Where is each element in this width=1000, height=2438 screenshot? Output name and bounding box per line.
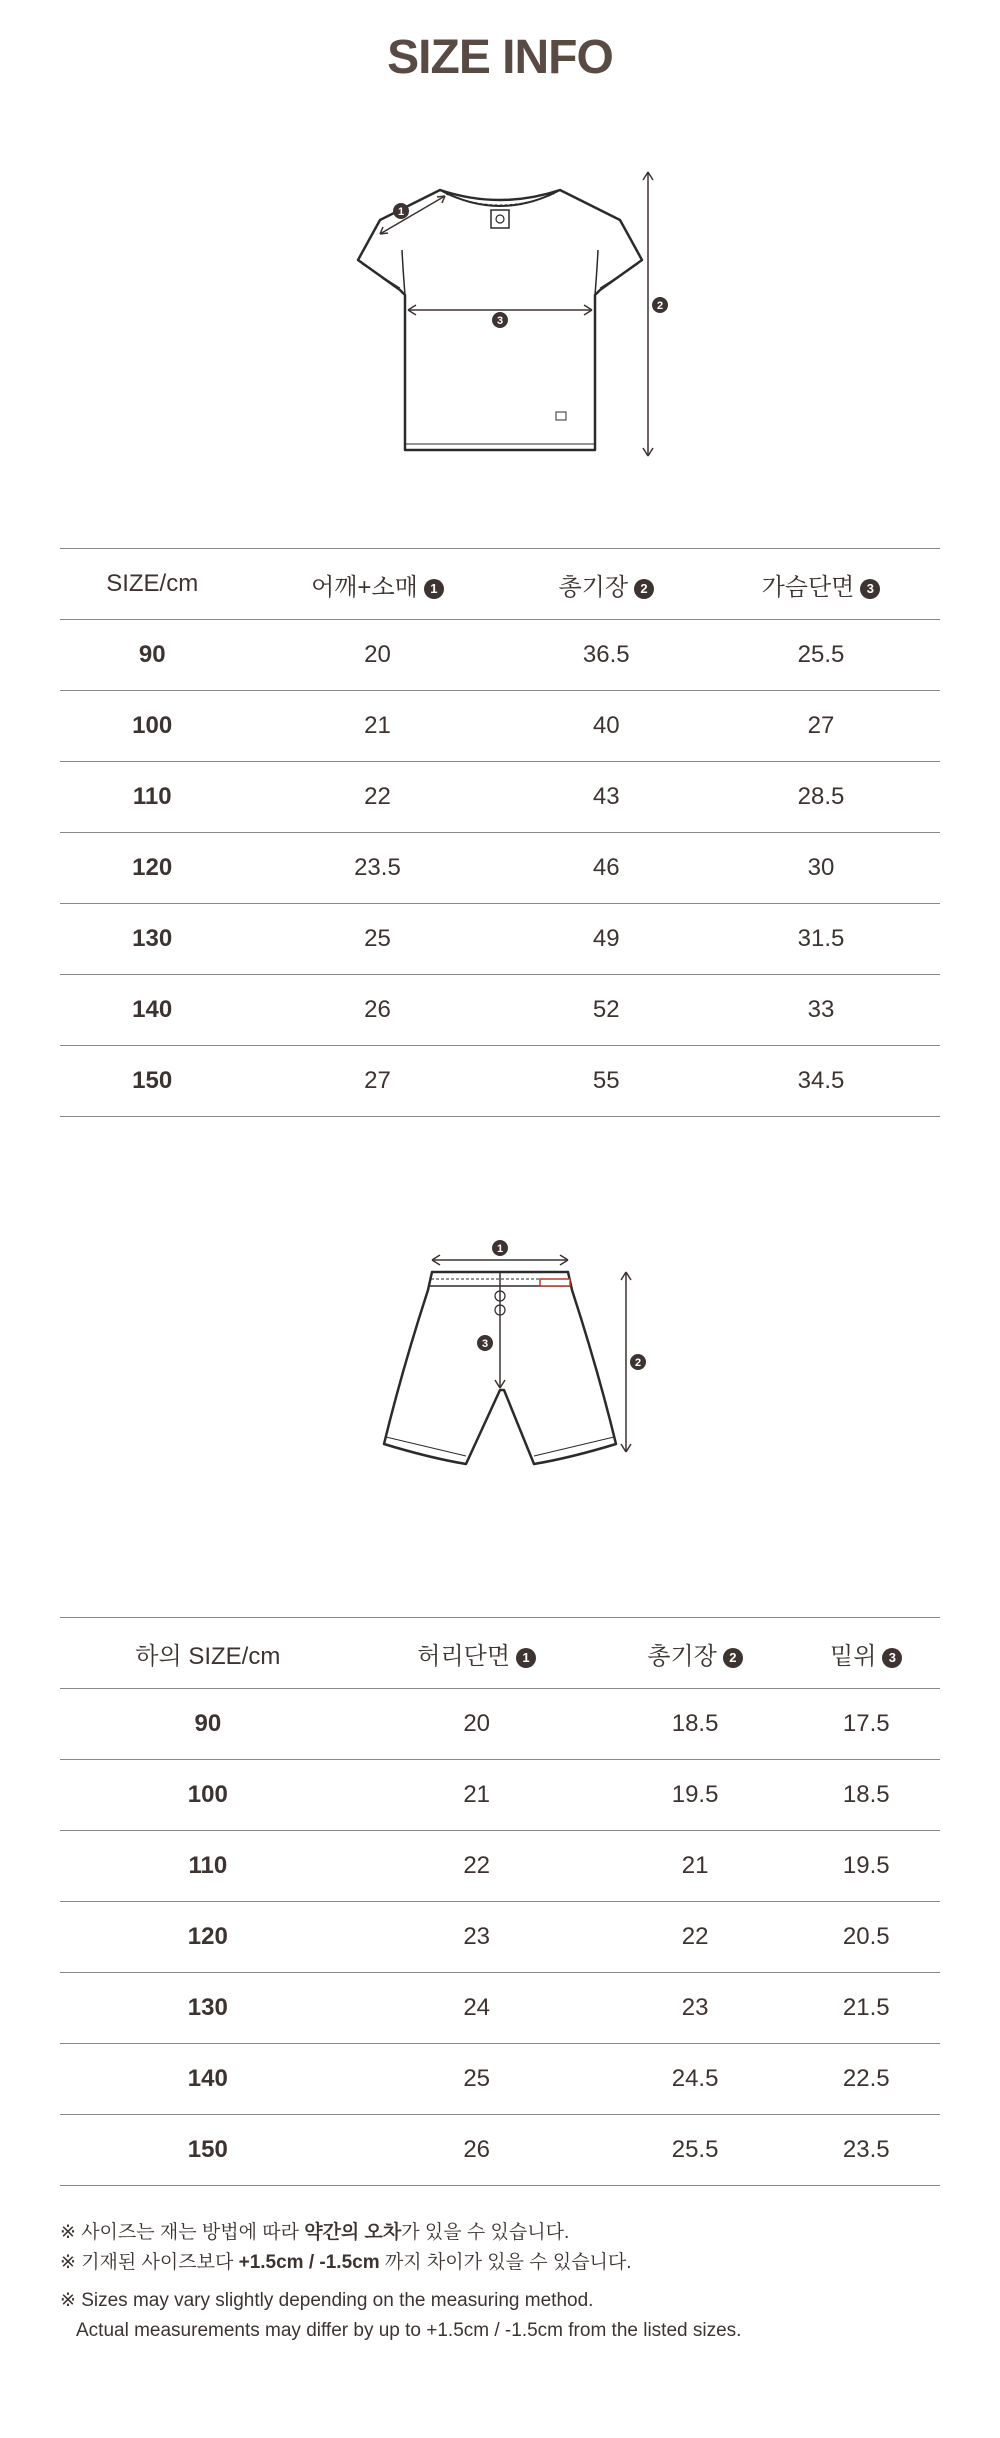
table-cell: 18.5	[598, 1689, 793, 1760]
table-row	[60, 833, 940, 904]
table-cell: 27	[702, 691, 940, 762]
table-cell: 24.5	[598, 2044, 793, 2115]
top-size-table	[60, 548, 940, 1117]
note-text-segment: ※ 사이즈는 재는 방법에 따라	[60, 2222, 305, 2243]
table-cell: 90	[60, 1689, 356, 1760]
note-text-segment: +1.5cm / -1.5cm	[238, 2252, 380, 2273]
table-cell: 120	[60, 1902, 356, 1973]
table-row	[60, 1046, 940, 1117]
table-cell: 49	[510, 904, 702, 975]
table-header-row	[60, 1618, 940, 1689]
table-cell: 20	[356, 1689, 598, 1760]
table-row	[60, 975, 940, 1046]
table-row	[60, 904, 940, 975]
table-cell: 110	[60, 762, 244, 833]
shorts-marker-1-label: 1	[496, 1243, 504, 1255]
table-row	[60, 1689, 940, 1760]
table-cell: 23.5	[792, 2115, 940, 2186]
header-total-length	[510, 549, 702, 620]
table-cell: 28.5	[702, 762, 940, 833]
table-cell: 30	[702, 833, 940, 904]
table-row	[60, 620, 940, 691]
header-label: 총기장	[647, 1642, 717, 1670]
table-cell: 21	[244, 691, 510, 762]
table-cell: 34.5	[702, 1046, 940, 1117]
table-cell: 130	[60, 904, 244, 975]
table-row	[60, 1902, 940, 1973]
table-header-row	[60, 549, 940, 620]
table-cell: 100	[60, 691, 244, 762]
table-cell: 90	[60, 620, 244, 691]
table-cell: 22.5	[792, 2044, 940, 2115]
table-row	[60, 2115, 940, 2186]
header-number-badge: 2	[634, 579, 654, 599]
table-cell: 43	[510, 762, 702, 833]
table-cell: 26	[356, 2115, 598, 2186]
table-cell: 100	[60, 1760, 356, 1831]
header-label: 허리단면	[417, 1642, 511, 1670]
table-row	[60, 2044, 940, 2115]
table-cell: 33	[702, 975, 940, 1046]
table-cell: 23.5	[244, 833, 510, 904]
table-cell: 52	[510, 975, 702, 1046]
table-cell: 22	[244, 762, 510, 833]
table-cell: 25.5	[598, 2115, 793, 2186]
table-cell: 25	[244, 904, 510, 975]
table-cell: 31.5	[702, 904, 940, 975]
header-total-length	[598, 1618, 793, 1689]
table-cell: 18.5	[792, 1760, 940, 1831]
table-row	[60, 691, 940, 762]
header-number-badge: 3	[882, 1648, 902, 1668]
table-cell: 21	[598, 1831, 793, 1902]
table-cell: 21	[356, 1760, 598, 1831]
table-cell: 24	[356, 1973, 598, 2044]
header-number-badge: 2	[723, 1648, 743, 1668]
table-cell: 26	[244, 975, 510, 1046]
table-cell: 23	[356, 1902, 598, 1973]
marker-3-label: 3	[496, 315, 504, 327]
header-label: 밑위	[830, 1642, 877, 1670]
table-row	[60, 1760, 940, 1831]
header-label: 총기장	[558, 573, 629, 601]
header-label: 어깨+소매	[311, 573, 418, 601]
table-row	[60, 1831, 940, 1902]
table-cell: 20.5	[792, 1902, 940, 1973]
table-cell: 22	[598, 1902, 793, 1973]
table-cell: 17.5	[792, 1689, 940, 1760]
table-cell: 130	[60, 1973, 356, 2044]
header-chest-width	[702, 549, 940, 620]
note-en-1: ※ Sizes may vary slightly depending on the measuring method.	[60, 2290, 594, 2311]
table-cell: 140	[60, 2044, 356, 2115]
note-kr-2	[60, 2248, 940, 2278]
table-cell: 25	[356, 2044, 598, 2115]
table-cell: 40	[510, 691, 702, 762]
table-cell: 55	[510, 1046, 702, 1117]
table-cell: 19.5	[792, 1831, 940, 1902]
note-text-segment: ※ 기재된 사이즈보다	[60, 2252, 239, 2273]
header-rise	[792, 1618, 940, 1689]
note-text-segment: 약간의 오차	[304, 2222, 402, 2243]
header-label: SIZE/cm	[106, 570, 199, 597]
tshirt-diagram	[0, 160, 1000, 470]
table-cell: 36.5	[510, 620, 702, 691]
table-row	[60, 762, 940, 833]
header-shoulder-sleeve	[244, 549, 510, 620]
table-cell: 25.5	[702, 620, 940, 691]
size-notes	[60, 2218, 940, 2346]
table-cell: 19.5	[598, 1760, 793, 1831]
marker-2-label: 2	[656, 300, 664, 312]
note-text-segment: 까지 차이가 있을 수 있습니다.	[379, 2252, 632, 2273]
bottom-size-table	[60, 1617, 940, 2186]
table-cell: 27	[244, 1046, 510, 1117]
header-waist-width	[356, 1618, 598, 1689]
table-row	[60, 1973, 940, 2044]
table-cell: 20	[244, 620, 510, 691]
header-label: 가슴단면	[761, 573, 855, 601]
header-number-badge: 3	[860, 579, 880, 599]
table-cell: 150	[60, 1046, 244, 1117]
header-size	[60, 549, 244, 620]
shorts-marker-2-label: 2	[634, 1357, 642, 1369]
table-cell: 23	[598, 1973, 793, 2044]
note-en-2: Actual measurements may differ by up to +1.5cm / -1.5cm from the listed sizes.	[76, 2320, 742, 2341]
page-title: SIZE INFO	[387, 31, 613, 84]
shorts-marker-3-label: 3	[481, 1338, 489, 1350]
header-label: 하의 SIZE/cm	[135, 1642, 281, 1670]
table-cell: 120	[60, 833, 244, 904]
table-cell: 46	[510, 833, 702, 904]
table-cell: 110	[60, 1831, 356, 1902]
table-cell: 140	[60, 975, 244, 1046]
shorts-diagram	[0, 1230, 1000, 1470]
note-text-segment: 가 있을 수 있습니다.	[401, 2222, 570, 2243]
marker-1-label: 1	[397, 206, 405, 218]
header-number-badge: 1	[516, 1648, 536, 1668]
table-cell: 150	[60, 2115, 356, 2186]
header-bottom-size	[60, 1618, 356, 1689]
table-cell: 21.5	[792, 1973, 940, 2044]
header-number-badge: 1	[424, 579, 444, 599]
table-cell: 22	[356, 1831, 598, 1902]
note-kr-1	[60, 2218, 940, 2248]
